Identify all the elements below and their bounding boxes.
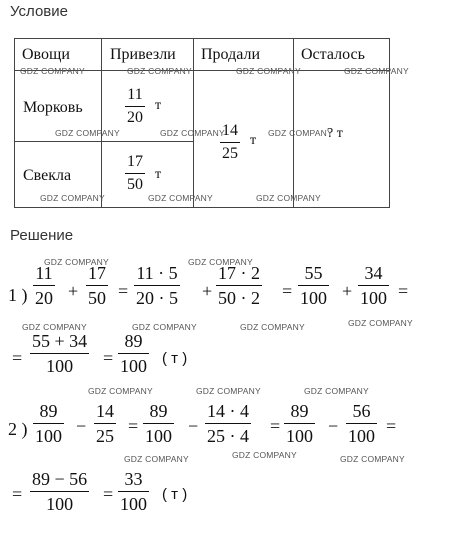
watermark: GDZ COMPANY (256, 193, 321, 203)
watermark: GDZ COMPANY (348, 318, 413, 328)
minus-sign: − (188, 416, 199, 436)
watermark: GDZ COMPANY (232, 450, 297, 460)
header-brought: Привезли (110, 46, 176, 63)
step1-fraction-4: 17 · 2 50 · 2 (218, 263, 260, 308)
equals-sign: = (398, 281, 409, 301)
watermark: GDZ COMPANY (44, 257, 109, 267)
watermark: GDZ COMPANY (304, 386, 369, 396)
watermark: GDZ COMPANY (20, 66, 85, 76)
watermark: GDZ COMPANY (132, 322, 197, 332)
step2-fraction-6: 56 100 (348, 401, 375, 446)
minus-sign: − (328, 416, 339, 436)
step1-label: 1 ) (8, 285, 28, 305)
plus-sign: + (342, 281, 353, 301)
watermark: GDZ COMPANY (196, 386, 261, 396)
carrot-unit: т (155, 98, 162, 113)
equals-sign: = (12, 484, 23, 504)
watermark: GDZ COMPANY (268, 128, 333, 138)
watermark: GDZ COMPANY (148, 193, 213, 203)
equals-sign: = (103, 348, 114, 368)
step2-label: 2 ) (8, 419, 28, 439)
equals-sign: = (12, 348, 23, 368)
minus-sign: − (76, 416, 87, 436)
watermark: GDZ COMPANY (22, 322, 87, 332)
equals-sign: = (118, 281, 129, 301)
watermark: GDZ COMPANY (188, 257, 253, 267)
sold-fraction: 14 25 (222, 122, 238, 162)
step2-fraction-7: 89 − 56 100 (32, 469, 88, 514)
watermark: GDZ COMPANY (55, 128, 120, 138)
equals-sign: = (103, 484, 114, 504)
equals-sign: = (270, 416, 281, 436)
step1-fraction-2: 17 50 (88, 263, 106, 308)
watermark: GDZ COMPANY (40, 193, 105, 203)
beet-brought-fraction: 17 50 (127, 153, 143, 193)
watermark: GDZ COMPANY (124, 454, 189, 464)
step2-fraction-5: 89 100 (286, 401, 313, 446)
step1-fraction-3: 11 · 5 20 · 5 (136, 263, 178, 308)
header-vegetables: Овощи (22, 46, 70, 63)
step2-fraction-8: 33 100 (120, 469, 147, 514)
watermark: GDZ COMPANY (160, 128, 225, 138)
watermark: GDZ COMPANY (240, 322, 305, 332)
step2-fraction-1: 89 100 (35, 401, 62, 446)
remaining-value: ? т (327, 126, 343, 141)
row-beet-name: Свекла (23, 167, 72, 184)
step1-fraction-6: 34 100 (360, 263, 387, 308)
step2-fraction-2: 14 25 (96, 401, 114, 446)
condition-table (14, 38, 390, 208)
step1-unit: ( т ) (162, 350, 188, 367)
equals-sign: = (386, 416, 397, 436)
step1-fraction-5: 55 100 (300, 263, 327, 308)
step2-fraction-3: 89 100 (145, 401, 172, 446)
step1-fraction-8: 89 100 (120, 331, 147, 376)
watermark: GDZ COMPANY (88, 386, 153, 396)
header-sold: Продали (201, 46, 261, 63)
condition-heading: Условие (10, 3, 68, 20)
step1-fraction-7: 55 + 34 100 (32, 331, 88, 376)
row-divider (15, 141, 193, 142)
step1-fraction-1: 11 20 (35, 263, 53, 308)
solution-heading: Решение (10, 227, 74, 244)
equals-sign: = (128, 416, 139, 436)
plus-sign: + (202, 281, 213, 301)
watermark: GDZ COMPANY (236, 66, 301, 76)
sold-unit: т (250, 133, 257, 148)
watermark: GDZ COMPANY (127, 66, 192, 76)
watermark: GDZ COMPANY (340, 454, 405, 464)
header-remaining: Осталось (301, 46, 365, 63)
equals-sign: = (282, 281, 293, 301)
beet-unit: т (155, 167, 162, 182)
step2-unit: ( т ) (162, 486, 188, 503)
step2-fraction-4: 14 · 4 25 · 4 (207, 401, 249, 446)
watermark: GDZ COMPANY (344, 66, 409, 76)
carrot-brought-fraction: 11 20 (127, 86, 143, 126)
plus-sign: + (68, 281, 79, 301)
row-carrot-name: Морковь (23, 99, 83, 116)
